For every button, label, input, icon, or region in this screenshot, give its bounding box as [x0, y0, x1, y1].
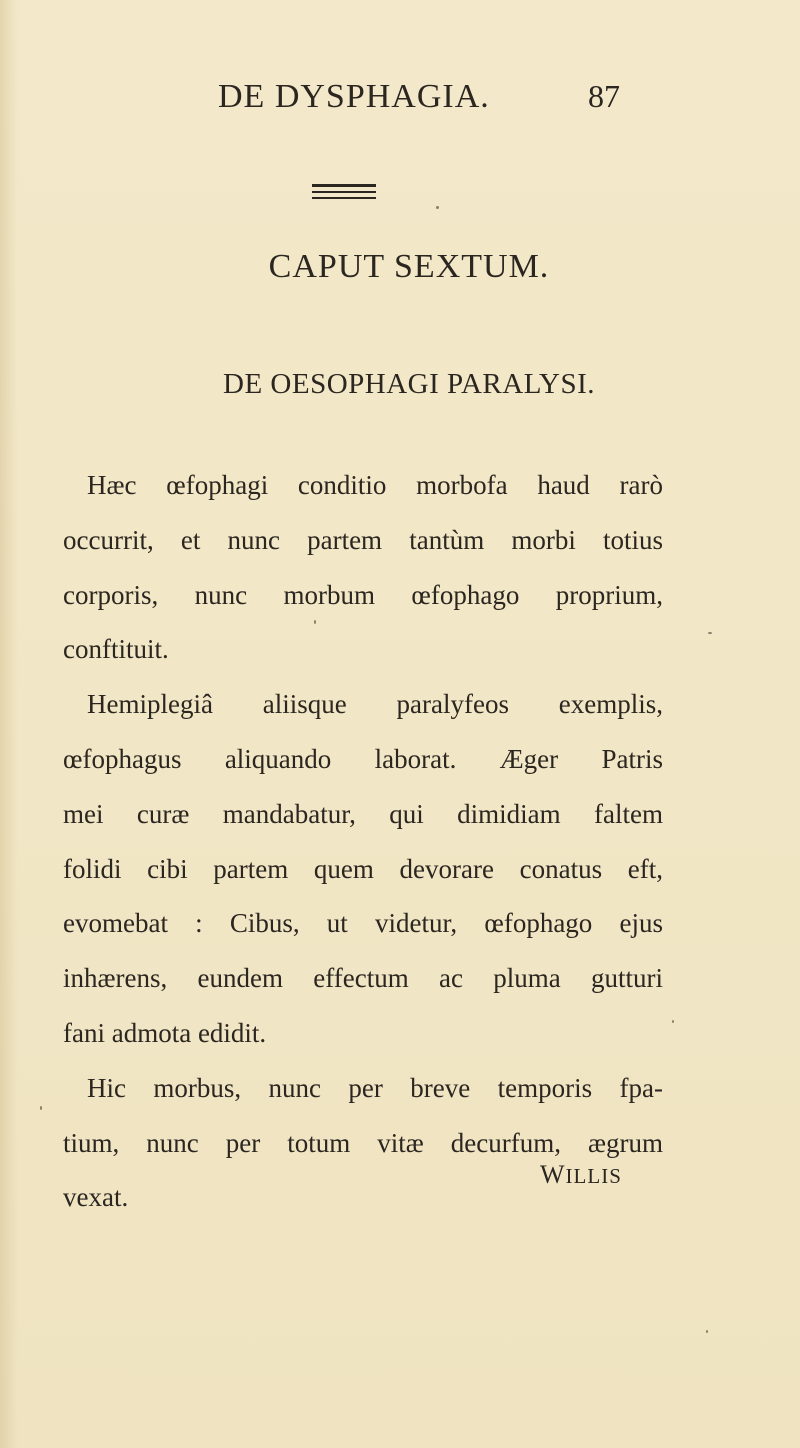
- text-line: Hic morbus, nunc per breve temporis fpa-: [87, 1072, 663, 1103]
- catchword-rest: ILLIS: [565, 1164, 622, 1188]
- text-line: œfophagus aliquando laborat. Æger Patris: [63, 743, 663, 774]
- rule-line: [312, 184, 376, 187]
- text-line: tium, nunc per totum vitæ decurfum, ægrum: [63, 1127, 663, 1158]
- rule-line: [312, 191, 376, 193]
- page-edge-shadow: [0, 0, 18, 1448]
- text-line: fani admota edidit.: [63, 1017, 267, 1048]
- rule-line: [312, 197, 376, 199]
- paper-speck: [708, 632, 712, 634]
- text-line: mei curæ mandabatur, qui dimidiam faltem: [63, 798, 663, 829]
- running-title: DE DYSPHAGIA.: [218, 78, 490, 115]
- paper-speck: [314, 620, 316, 624]
- catchword: [540, 1160, 622, 1190]
- paper-speck: [40, 1106, 42, 1110]
- paper-speck: [436, 206, 439, 209]
- section-title: DE OESOPHAGI PARALYSI.: [223, 368, 595, 400]
- text-line: vexat.: [63, 1182, 129, 1213]
- chapter-title: CAPUT SEXTUM.: [268, 248, 550, 285]
- text-line: Hemiplegiâ aliisque paralyfeos exemplis,: [87, 689, 663, 720]
- text-line: folidi cibi partem quem devorare conatus eft,: [63, 853, 663, 884]
- page-number: 87: [588, 78, 620, 114]
- text-line: inhærens, eundem effectum ac pluma gutturi: [63, 963, 663, 994]
- text-line: Hæc œfophagi conditio morbofa haud rarò: [87, 470, 663, 500]
- decorative-rule: [312, 184, 376, 204]
- running-head: [0, 78, 800, 118]
- text-line: evomebat : Cibus, ut videtur, œfophago ejus: [63, 908, 663, 939]
- text-line: occurrit, et nunc partem tantùm morbi totius: [63, 524, 663, 555]
- catchword-initial: W: [540, 1160, 566, 1189]
- text-line: corporis, nunc morbum œfophago proprium,: [63, 579, 663, 610]
- body-text: [63, 458, 663, 1225]
- text-line: conftituit.: [63, 634, 169, 665]
- paper-speck: [672, 1020, 674, 1023]
- paper-speck: [706, 1330, 708, 1333]
